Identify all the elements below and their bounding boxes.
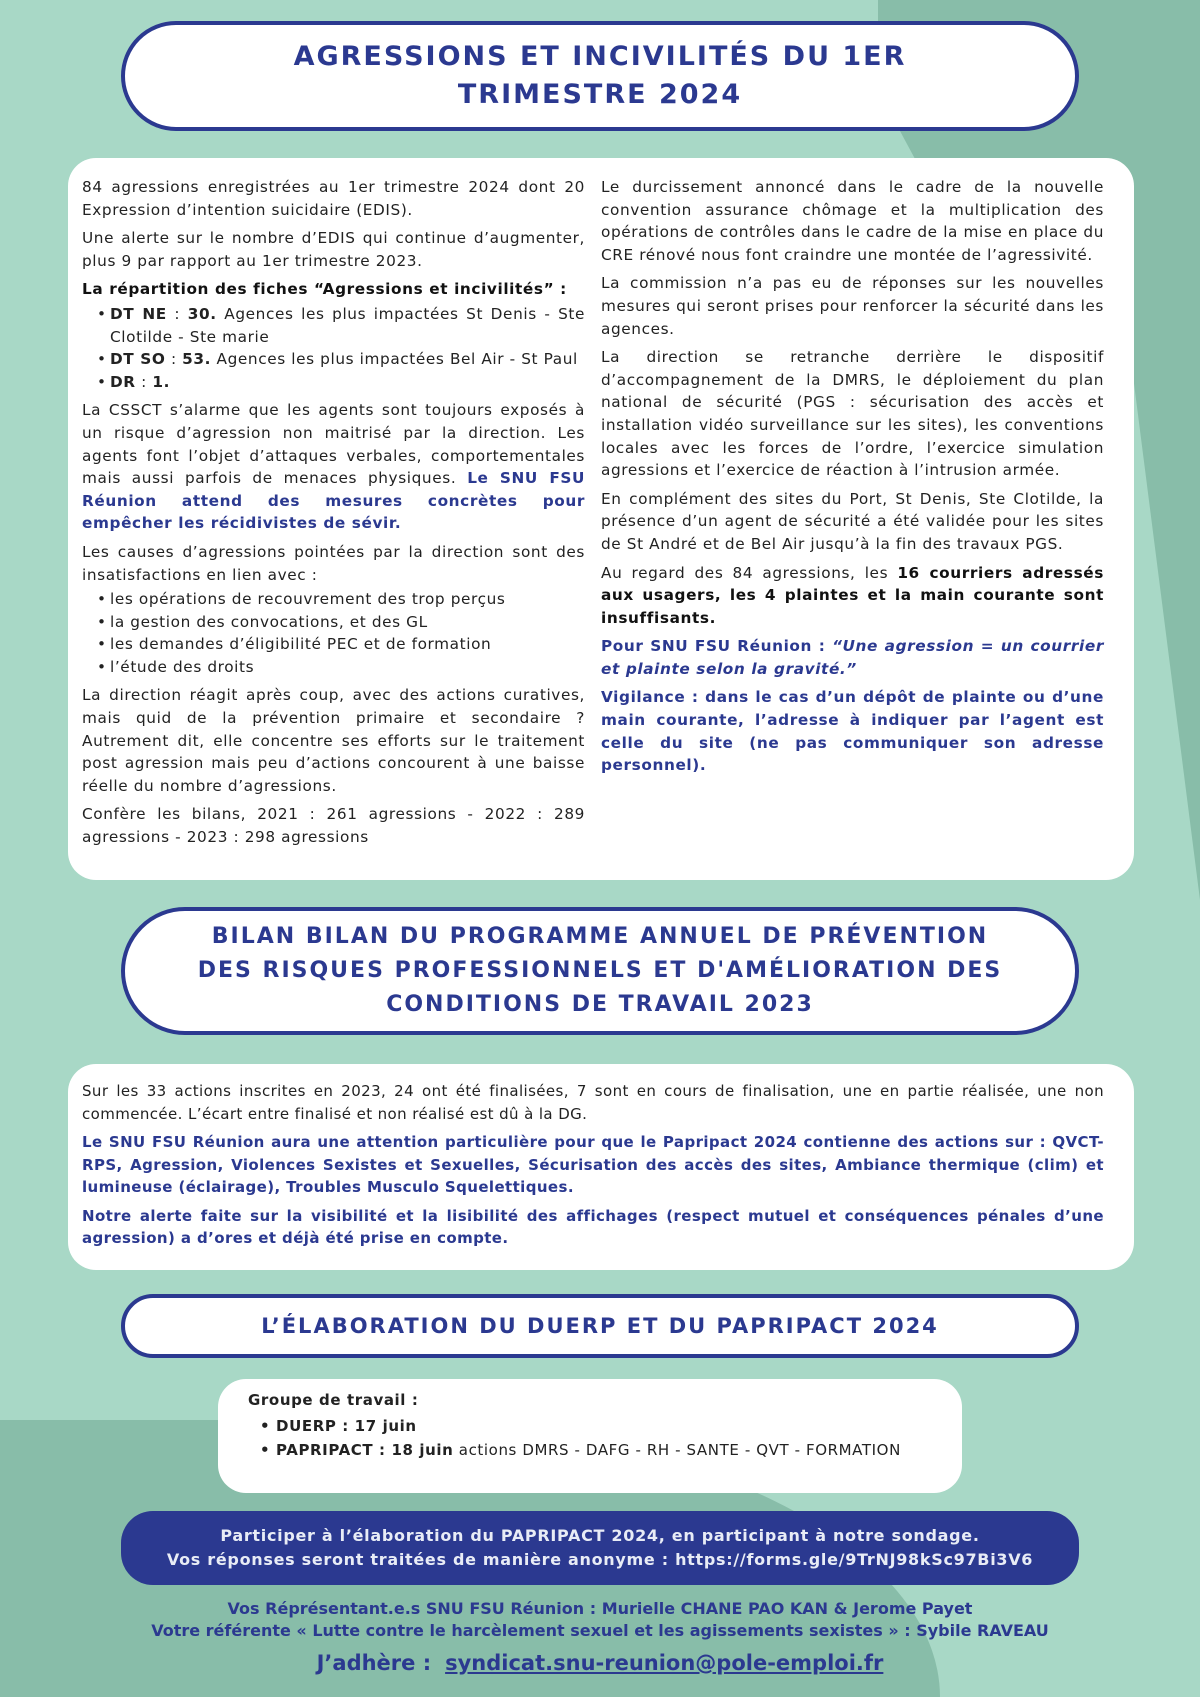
survey-banner[interactable] (121, 1511, 1079, 1585)
list-item-label: DR (110, 372, 136, 391)
list-item: • la gestion des convocations, et des GL (110, 611, 585, 634)
list-item-value: 53. (182, 350, 212, 369)
section2-title-line3: CONDITIONS DE TRAVAIL 2023 (386, 992, 814, 1017)
list-item: • l’étude des droits (110, 656, 585, 679)
section1-right-column (601, 176, 1104, 862)
list-item-text: Agences les plus impactées Bel Air - St Paul (211, 350, 578, 369)
list-item-text: actions DMRS - DAFG - RH - SANTE - QVT - FORMATION (453, 1441, 901, 1459)
section1-title-line2: TRIMESTRE 2024 (457, 79, 743, 110)
list-item (110, 303, 585, 348)
paragraph: 84 agressions enregistrées au 1er trimestre 2024 dont 20 Expression d’intention suicidaire (EDIS). (82, 178, 585, 219)
paragraph: Sur les 33 actions inscrites en 2023, 24 ont été finalisées, 7 sont en cours de finalisation, une en partie réalisée, une non commencée. L’écart entre finalisé et non réalisé est dû à la DG. (82, 1082, 1104, 1123)
repartition-list (82, 303, 585, 393)
survey-link[interactable]: Vos réponses seront traitées de manière anonyme : https://forms.gle/9TrNJ98kSc97Bi3V6 (166, 1550, 1034, 1569)
list-item (110, 371, 585, 394)
paragraph: La direction réagit après coup, avec des actions curatives, mais quid de la prévention primaire et secondaire ? Autrement dit, elle concentre ses efforts sur le traitement post agression mais peu d’actions concourent à une baisse réelle du nombre d’agressions. (82, 686, 585, 795)
list-item: • les opérations de recouvrement des trop perçus (110, 588, 585, 611)
bold-text: 16 courriers adressés aux usagers, les 4 plaintes et la main courante sont insuffisants. (601, 563, 1104, 627)
list-item-separator: : (135, 372, 153, 391)
paragraph: La direction se retranche derrière le dispositif d’accompagnement de la DMRS, le déploiement du plan national de sécurité (PGS : sécurisation des accès et installation vidéo surveillance sur les sites), les conventions locales avec les forces de l’ordre, l’exercice simulation agressions et l’exercice de réaction à l’intrusion armée. (601, 348, 1104, 480)
list-item (110, 348, 585, 371)
paragraph: Le durcissement annoncé dans le cadre de la nouvelle convention assurance chômage et la multiplication des opérations de contrôles dans le cadre de la mise en place du CRE rénové nous font craindre une montée de l’agressivité. (601, 178, 1104, 264)
paragraph: Les causes d’agressions pointées par la direction sont des insatisfactions en lien avec : (82, 542, 585, 584)
repartition-heading: La répartition des fiches “Agressions et incivilités” : (82, 280, 567, 299)
paragraph (82, 399, 585, 535)
referente: Votre référente « Lutte contre le harcèlement sexuel et les agissements sexistes » : Sybile RAVEAU (151, 1621, 1049, 1640)
paragraph: Confère les bilans, 2021 : 261 agressions - 2022 : 289 agressions - 2023 : 298 agressions (82, 805, 585, 847)
section2-card (68, 1064, 1134, 1270)
list-item-separator: : (165, 350, 183, 369)
list-item-separator: : (166, 304, 188, 323)
list-item-bold: PAPRIPACT : 18 juin (276, 1441, 454, 1459)
snu-position-quote: “Une agression = un courrier et plainte selon la gravité.” (601, 637, 1105, 678)
group-label: Groupe de travail : (248, 1391, 419, 1409)
survey-line1: Participer à l’élaboration du PAPRIPACT 2024, en participant à notre sondage. (220, 1526, 980, 1545)
paragraph: En complément des sites du Port, St Denis, Ste Clotilde, la présence d’un agent de sécurité a été validée pour les sites de St André et de Bel Air jusqu’à la fin des travaux PGS. (601, 489, 1104, 553)
paragraph-text: Au regard des 84 agressions, les (601, 563, 898, 582)
list-item-label: DT SO (110, 350, 166, 369)
highlight-text: Le SNU FSU Réunion attend des mesures concrètes pour empêcher les récidivistes de sévir. (82, 469, 586, 533)
email-link[interactable]: syndicat.snu-reunion@pole-emploi.fr (445, 1651, 884, 1675)
snu-position (601, 635, 1104, 680)
list-item: • les demandes d’éligibilité PEC et de formation (110, 633, 585, 656)
adhere-label: J’adhère : (316, 1651, 432, 1675)
list-item-value: 30. (187, 304, 217, 323)
vigilance-note: Vigilance : dans le cas d’un dépôt de plainte ou d’une main courante, l’adresse à indiquer par l’agent est celle du site (ne pas communiquer son adresse personnel). (601, 688, 1104, 775)
section2-title-line1: BILAN BILAN DU PROGRAMME ANNUEL DE PRÉVENTION (211, 924, 989, 949)
section3-card (218, 1379, 962, 1493)
section2-title-line2: DES RISQUES PROFESSIONNELS ET D'AMÉLIORATION DES (197, 958, 1003, 983)
section1-card (68, 158, 1134, 880)
representatives: Vos Réprésentant.e.s SNU FSU Réunion : Murielle CHANE PAO KAN & Jerome Payet (227, 1599, 973, 1618)
paragraph-text: La CSSCT s’alarme que les agents sont toujours exposés à un risque d’agression non maitrisé par la direction. Les agents font l’objet d’attaques verbales, comportementales mais aussi parfois de menaces physiques. (82, 401, 585, 488)
causes-list (82, 588, 585, 678)
list-item-bold: DUERP : 17 juin (276, 1417, 417, 1435)
snu-position-label: Pour SNU FSU Réunion : (601, 637, 833, 656)
list-item (260, 1441, 942, 1459)
list-item-value: 1. (152, 372, 171, 391)
section2-title (121, 907, 1079, 1035)
footer-contacts (0, 1598, 1200, 1642)
list-item (260, 1417, 942, 1435)
paragraph: La commission n’a pas eu de réponses sur les nouvelles mesures qui seront prises pour renforcer la sécurité dans les agences. (601, 274, 1104, 338)
footer-adhere (0, 1651, 1200, 1675)
section1-left-column (82, 176, 585, 862)
paragraph (601, 562, 1104, 630)
section1-title (121, 21, 1079, 131)
list-item-text: Agences les plus impactées St Denis - Ste Clotilde - Ste marie (110, 304, 585, 346)
list-item-label: DT NE (110, 304, 167, 323)
paragraph: Une alerte sur le nombre d’EDIS qui continue d’augmenter, plus 9 par rapport au 1er trimestre 2023. (82, 229, 585, 270)
highlight-text: Le SNU FSU Réunion aura une attention particulière pour que le Papripact 2024 contienne des actions sur : QVCT-RPS, Agression, Violences Sexistes et Sexuelles, Sécurisation des accès des sites, Ambiance thermique (clim) et lumineuse (éclairage), Troubles Musculo Squelettiques. (82, 1133, 1104, 1196)
section1-title-line1: AGRESSIONS ET INCIVILITÉS DU 1ER (293, 41, 907, 72)
highlight-text: Notre alerte faite sur la visibilité et la lisibilité des affichages (respect mutuel et conséquences pénales d’une agression) a d’ores et déjà été prise en compte. (82, 1206, 1104, 1247)
section3-title: L’ÉLABORATION DU DUERP ET DU PAPRIPACT 2024 (121, 1294, 1079, 1358)
